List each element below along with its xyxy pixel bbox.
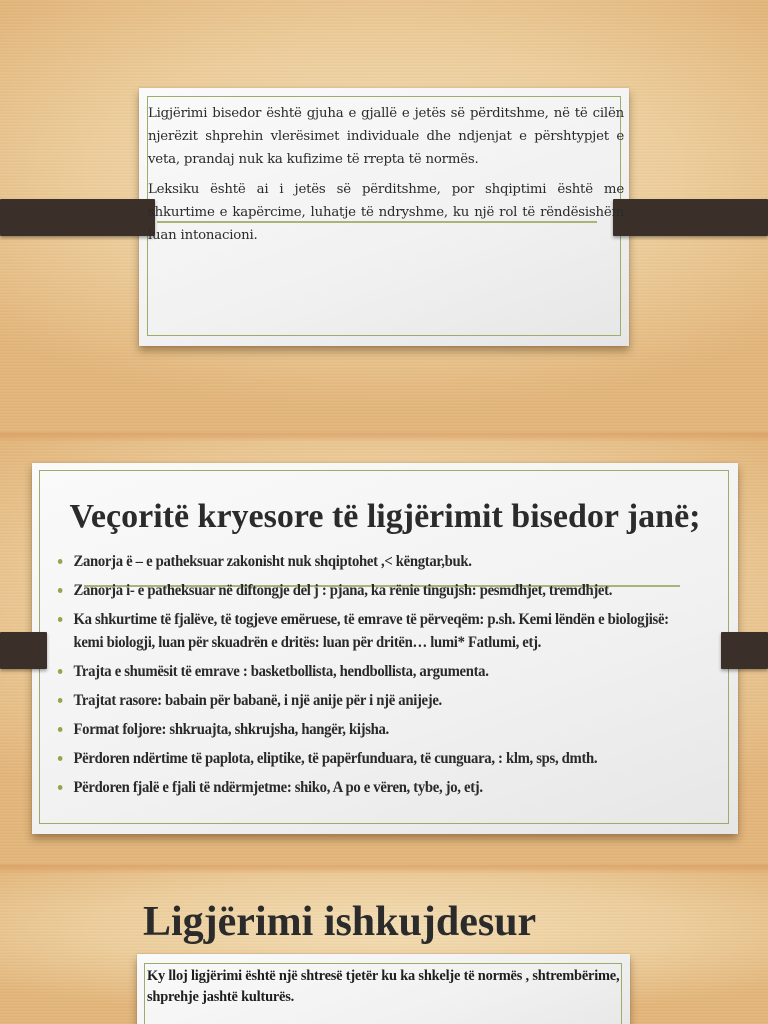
list-item: Ka shkurtime të fjalëve, të togjeve emëruese, të emrave të përveqëm: p.sh. Kemi lëndën e biologjisë: kemi biologji, luan për skuadrën e dritës: luan për dritën… lumi* Fatlumi, etj. [56, 608, 702, 654]
wood-seam [0, 432, 768, 442]
slide-3-body: Ky lloj ligjërimi është një shtresë tjetër ku ka shkelje të normës , shtrembërime, shprehje jashtë kulturës. [147, 968, 620, 1005]
bullet-list [56, 550, 706, 805]
list-item: Zanorja i- e patheksuar në diftongje del j : pjana, ka rënie tingujsh: pesmdhjet, tremdhjet. [56, 579, 702, 602]
bullet-icon [58, 617, 63, 622]
slide-1-body [148, 102, 624, 254]
slide-title: Ligjërimi ishkujdesur [143, 899, 537, 945]
list-item: Trajtat rasore: babain për babanë, i një anije për i një anijeje. [56, 689, 702, 712]
wood-seam [0, 864, 768, 874]
bullet-icon [58, 698, 63, 703]
decorative-strap-right [613, 199, 768, 236]
bullet-icon [58, 756, 63, 761]
list-item: Zanorja ë – e patheksuar zakonisht nuk shqiptohet ,< këngtar,buk. [56, 550, 702, 573]
list-item: Përdoren fjalë e fjali të ndërmjetme: shiko, A po e vëren, tybe, jo, etj. [56, 776, 702, 799]
slide-title: Veçoritë kryesore të ligjërimit bisedor janë; [69, 498, 701, 535]
bullet-icon [58, 669, 63, 674]
paragraph: Ligjërimi bisedor është gjuha e gjallë e jetës së përditshme, në të cilën njerëzit shprehin vlerësimet individuale dhe ndjenjat e përshtypjet e veta, prandaj nuk ka kufizime të rrepta të normës. [148, 106, 624, 167]
paragraph: Leksiku është ai i jetës së përditshme, por shqiptimi është me shkurtime e kapërcime, luhatje të ndryshme, ku një rol të rëndësishëm luan intonacioni. [148, 182, 624, 243]
list-item: Përdoren ndërtime të paplota, eliptike, të papërfunduara, të cunguara, : klm, sps, dmth. [56, 747, 702, 770]
bullet-icon [58, 559, 63, 564]
bullet-icon [58, 785, 63, 790]
decorative-strap-left [0, 199, 155, 236]
slide-3 [0, 864, 768, 1024]
slide-2 [0, 432, 768, 864]
bullet-icon [58, 727, 63, 732]
bullet-icon [58, 588, 63, 593]
decorative-strap-left [0, 632, 47, 669]
list-item: Format foljore: shkruajta, shkrujsha, hangër, kijsha. [56, 718, 702, 741]
list-item: Trajta e shumësit të emrave : basketbollista, hendbollista, argumenta. [56, 660, 702, 683]
decorative-strap-right [721, 632, 768, 669]
slide-1 [0, 0, 768, 432]
